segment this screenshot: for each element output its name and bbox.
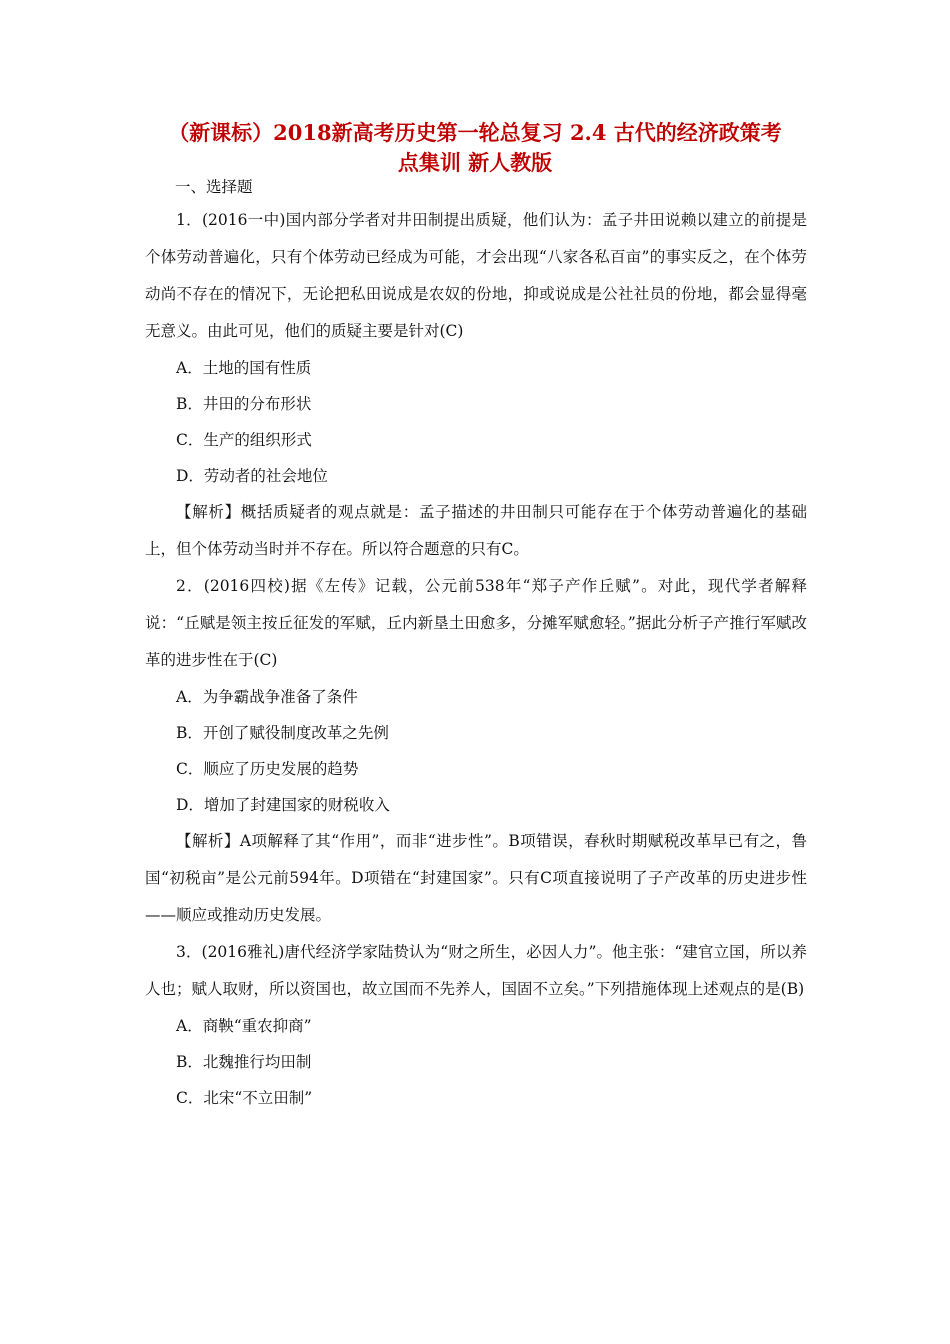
- question-3-stem: 3．(2016雅礼)唐代经济学家陆贽认为“财之所生，必因人力”。他主张：“建官立国，所以养人也；赋人取财，所以资国也，故立国而不先养人，国固不立矣。”下列措施体现上述观点的是(B): [145, 943, 807, 998]
- question-2-option-b: B．开创了赋役制度改革之先例: [176, 724, 389, 742]
- title-line-1: （新课标）2018新高考历史第一轮总复习 2.4 古代的经济政策考: [168, 120, 782, 145]
- page-title: [130, 118, 820, 178]
- question-2-option-d: D．增加了封建国家的财税收入: [176, 796, 390, 814]
- question-1-option-b: B．井田的分布形状: [176, 395, 312, 413]
- document-body: [145, 172, 807, 1116]
- question-3-option-a: A．商鞅“重农抑商”: [176, 1017, 312, 1035]
- question-2-stem: 2．(2016四校)据《左传》记载，公元前538年“郑子产作丘赋”。对此，现代学者解释说：“丘赋是领主按丘征发的军赋，丘内新垦土田愈多，分摊军赋愈轻。”据此分析子产推行军赋改革的进步性在于(C): [145, 577, 807, 669]
- question-2-option-a: A．为争霸战争准备了条件: [176, 688, 358, 706]
- question-1-option-a: A．土地的国有性质: [176, 359, 312, 377]
- question-1-option-c: C．生产的组织形式: [176, 431, 312, 449]
- title-line-2: 点集训 新人教版: [397, 150, 553, 175]
- question-3-option-b: B．北魏推行均田制: [176, 1053, 312, 1071]
- question-2-analysis: 【解析】A项解释了其“作用”，而非“进步性”。B项错误，春秋时期赋税改革早已有之，鲁国“初税亩”是公元前594年。D项错在“封建国家”。只有C项直接说明了子产改革的历史进步性——顺应或推动历史发展。: [145, 832, 807, 924]
- question-1-option-d: D．劳动者的社会地位: [176, 467, 328, 485]
- question-1-stem: 1．(2016一中)国内部分学者对井田制提出质疑，他们认为：孟子井田说赖以建立的前提是个体劳动普遍化，只有个体劳动已经成为可能，才会出现“八家各私百亩”的事实反之，在个体劳动尚不存在的情况下，无论把私田说成是农奴的份地，抑或说成是公社社员的份地，都会显得毫无意义。由此可见，他们的质疑主要是针对(C): [145, 211, 807, 340]
- question-3-option-c: C．北宋“不立田制”: [176, 1089, 313, 1107]
- section-heading: 一、选择题: [175, 178, 253, 196]
- question-2-option-c: C．顺应了历史发展的趋势: [176, 760, 359, 778]
- question-1-analysis: 【解析】概括质疑者的观点就是：孟子描述的井田制只可能存在于个体劳动普遍化的基础上，但个体劳动当时并不存在。所以符合题意的只有C。: [145, 503, 807, 558]
